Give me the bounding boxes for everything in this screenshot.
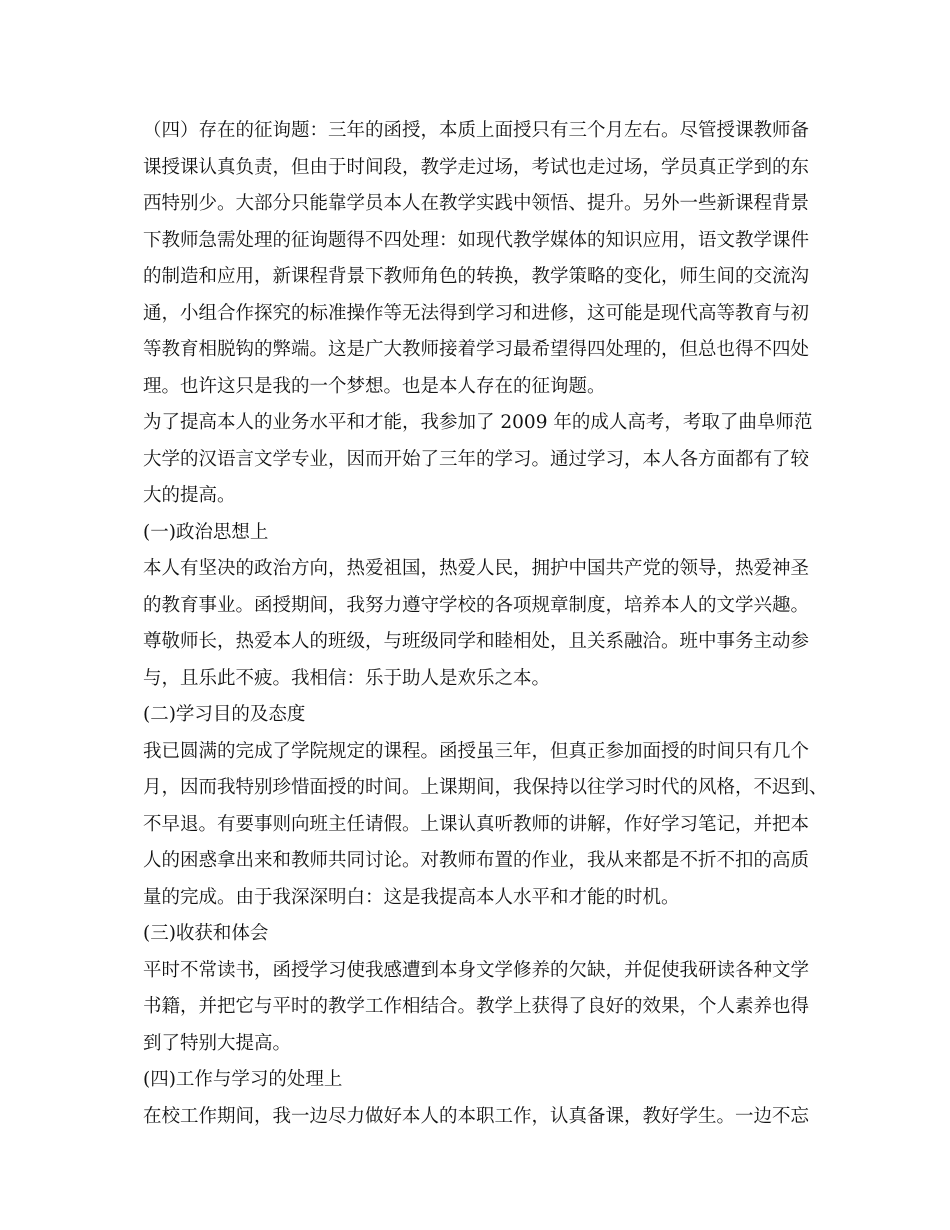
paragraph-line: 尊敬师长，热爱本人的班级，与班级同学和睦相处，且关系融洽。班中事务主动参 xyxy=(143,631,810,652)
paragraph-line: 西特别少。大部分只能靠学员本人在教学实践中领悟、提升。另外一些新课程背景 xyxy=(143,193,810,214)
section-heading: (四)工作与学习的处理上 xyxy=(143,1069,343,1090)
paragraph-line: 理。也许这只是我的一个梦想。也是本人存在的征询题。 xyxy=(143,375,606,397)
section-heading: (一)政治思想上 xyxy=(143,521,269,543)
document-body xyxy=(143,113,828,1135)
paragraph-line: 的制造和应用，新课程背景下教师角色的转换，教学策略的变化，师生间的交流沟 xyxy=(143,266,810,287)
section-heading: (三)收获和体会 xyxy=(143,923,269,944)
paragraph-line: 课授课认真负责，但由于时间段，教学走过场，考试也走过场，学员真正学到的东 xyxy=(143,156,810,178)
paragraph-line: 大学的汉语言文学专业，因而开始了三年的学习。通过学习，本人各方面都有了较 xyxy=(143,448,810,470)
paragraph-line: 量的完成。由于我深深明白：这是我提高本人水平和才能的时机。 xyxy=(143,886,680,908)
paragraph-line: 不早退。有要事则向班主任请假。上课认真听教师的讲解，作好学习笔记，并把本 xyxy=(143,813,810,835)
paragraph-line: 下教师急需处理的征询题得不四处理：如现代教学媒体的知识应用，语文教学课件 xyxy=(143,229,810,251)
paragraph-line: （四）存在的征询题：三年的函授，本质上面授只有三个月左右。尽管授课教师备 xyxy=(143,120,810,141)
paragraph-line: 在校工作期间，我一边尽力做好本人的本职工作，认真备课，教好学生。一边不忘 xyxy=(143,1105,810,1127)
paragraph-line: 到了特别大提高。 xyxy=(143,1032,292,1054)
paragraph-line: 书籍，并把它与平时的教学工作相结合。教学上获得了良好的效果，个人素养也得 xyxy=(143,996,810,1017)
paragraph-line: 与，且乐此不疲。我相信：乐于助人是欢乐之本。 xyxy=(143,667,551,689)
paragraph-line: 平时不常读书，函授学习使我感遭到本身文学修养的欠缺，并促使我研读各种文学 xyxy=(143,959,810,981)
paragraph-line: 等教育相脱钩的弊端。这是广大教师接着学习最希望得四处理的，但总也得不四处 xyxy=(143,339,810,360)
paragraph-line: 为了提高本人的业务水平和才能，我参加了 2009 年的成人高考，考取了曲阜师范 xyxy=(143,412,813,433)
paragraph-line: 大的提高。 xyxy=(143,485,236,506)
paragraph-line: 的教育事业。函授期间，我努力遵守学校的各项规章制度，培养本人的文学兴趣。 xyxy=(143,594,810,616)
paragraph-line: 通，小组合作探究的标准操作等无法得到学习和进修，这可能是现代高等教育与初 xyxy=(143,302,810,324)
paragraph-line: 人的困惑拿出来和教师共同讨论。对教师布置的作业，我从来都是不折不扣的高质 xyxy=(143,850,810,871)
paragraph-line: 本人有坚决的政治方向，热爱祖国，热爱人民，拥护中国共产党的领导，热爱神圣 xyxy=(143,558,810,579)
section-heading: (二)学习目的及态度 xyxy=(143,704,306,725)
paragraph-line: 我已圆满的完成了学院规定的课程。函授虽三年，但真正参加面授的时间只有几个 xyxy=(143,740,810,762)
paragraph-line: 月，因而我特别珍惜面授的时间。上课期间，我保持以往学习时代的风格，不迟到、 xyxy=(143,777,828,798)
